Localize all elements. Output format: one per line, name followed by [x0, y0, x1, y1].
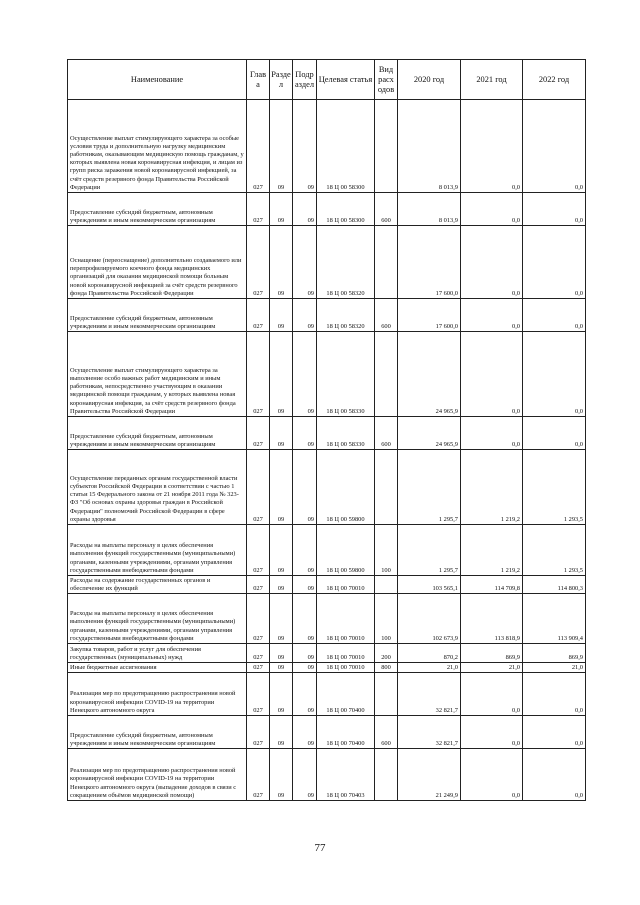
- row-section: 09: [270, 332, 293, 417]
- row-section: 09: [270, 644, 293, 663]
- row-section: 09: [270, 673, 293, 716]
- table-row: [68, 716, 586, 749]
- row-name: Предоставление субсидий бюджетным, автономным учреждениям и иным некоммерческим организациям: [68, 716, 247, 749]
- row-expense-type: 200: [375, 644, 398, 663]
- row-name: Осуществление выплат стимулирующего характера за выполнение особо важных работ медицинским и иным работникам, непосредственно участвующим в оказании медицинской помощи гражданам, у которых выявлена новая коронавирусная инфекция, за счёт средств резервного фонда Правительства Российской Федерации: [68, 332, 247, 417]
- table-row: [68, 749, 586, 801]
- row-section: 09: [270, 450, 293, 525]
- row-name: Расходы на содержание государственных органов и обеспечение их функций: [68, 576, 247, 594]
- row-section: 09: [270, 716, 293, 749]
- row-2022: 0,0: [523, 417, 586, 450]
- row-2020: 21 249,9: [398, 749, 461, 801]
- header-2020: 2020 год: [398, 60, 461, 100]
- row-2021: 869,9: [461, 644, 523, 663]
- table-row: [68, 226, 586, 299]
- row-name: Оснащение (переоснащение) дополнительно создаваемого или перепрофилируемого коечного фонда медицинских организаций для оказания медицинской помощи больным новой коронавирусной инфекцией за счёт средств резервного фонда Правительства Российской Федерации: [68, 226, 247, 299]
- row-expense-type: [375, 100, 398, 193]
- header-subsection: Подр аздел: [293, 60, 317, 100]
- row-name: Закупка товаров, работ и услуг для обеспечения государственных (муниципальных) нужд: [68, 644, 247, 663]
- row-2022: 0,0: [523, 226, 586, 299]
- header-2022: 2022 год: [523, 60, 586, 100]
- table-row: [68, 525, 586, 576]
- row-expense-type: [375, 749, 398, 801]
- row-chapter: 027: [247, 716, 270, 749]
- row-target-article: 18 Ц 00 58320: [317, 226, 375, 299]
- row-subsection: 09: [293, 673, 317, 716]
- row-2020: 21,0: [398, 663, 461, 673]
- row-2020: 17 600,0: [398, 299, 461, 332]
- row-2020: 870,2: [398, 644, 461, 663]
- row-2022: 113 909,4: [523, 594, 586, 644]
- table-row: [68, 594, 586, 644]
- row-2022: 0,0: [523, 749, 586, 801]
- row-chapter: 027: [247, 644, 270, 663]
- row-section: 09: [270, 299, 293, 332]
- row-subsection: 09: [293, 749, 317, 801]
- row-2020: 8 013,9: [398, 193, 461, 226]
- row-chapter: 027: [247, 673, 270, 716]
- row-subsection: 09: [293, 226, 317, 299]
- row-2021: 0,0: [461, 716, 523, 749]
- row-expense-type: 100: [375, 594, 398, 644]
- header-target-article: Целевая статья: [317, 60, 375, 100]
- row-target-article: 18 Ц 00 70400: [317, 673, 375, 716]
- row-subsection: 09: [293, 100, 317, 193]
- row-2021: 113 818,9: [461, 594, 523, 644]
- row-2020: 17 600,0: [398, 226, 461, 299]
- row-2021: 0,0: [461, 299, 523, 332]
- row-2021: 0,0: [461, 673, 523, 716]
- row-section: 09: [270, 193, 293, 226]
- row-subsection: 09: [293, 332, 317, 417]
- row-2021: 0,0: [461, 749, 523, 801]
- row-chapter: 027: [247, 332, 270, 417]
- table-row: [68, 663, 586, 673]
- row-name: Предоставление субсидий бюджетным, автономным учреждениям и иным некоммерческим организациям: [68, 193, 247, 226]
- row-subsection: 09: [293, 644, 317, 663]
- row-2021: 0,0: [461, 332, 523, 417]
- row-subsection: 09: [293, 450, 317, 525]
- row-2022: 0,0: [523, 673, 586, 716]
- table-row: [68, 100, 586, 193]
- row-2020: 103 565,1: [398, 576, 461, 594]
- row-expense-type: 600: [375, 299, 398, 332]
- row-name: Осуществление переданных органам государственной власти субъектов Российской Федерации в соответствии с частью 1 статьи 15 Федерального закона от 21 ноября 2011 года № 323-ФЗ "Об основах охраны здоровья граждан в Российской Федерации" полномочий Российской Федерации в сфере охраны здоровья: [68, 450, 247, 525]
- row-2022: 114 800,3: [523, 576, 586, 594]
- row-name: Предоставление субсидий бюджетным, автономным учреждениям и иным некоммерческим организациям: [68, 417, 247, 450]
- page-number: 77: [314, 842, 326, 854]
- row-subsection: 09: [293, 417, 317, 450]
- row-section: 09: [270, 226, 293, 299]
- header-section: Разде л: [270, 60, 293, 100]
- row-2022: 0,0: [523, 716, 586, 749]
- row-expense-type: [375, 332, 398, 417]
- row-name: Реализация мер по предотвращению распространения новой коронавирусной инфекции COVID-19 на территории Ненецкого автономного округа: [68, 673, 247, 716]
- row-expense-type: 600: [375, 193, 398, 226]
- table-row: [68, 417, 586, 450]
- row-2022: 1 293,5: [523, 450, 586, 525]
- row-2020: 24 965,9: [398, 332, 461, 417]
- row-chapter: 027: [247, 450, 270, 525]
- row-expense-type: [375, 576, 398, 594]
- row-chapter: 027: [247, 749, 270, 801]
- table-row: [68, 576, 586, 594]
- row-subsection: 09: [293, 525, 317, 576]
- header-chapter: Глав а: [247, 60, 270, 100]
- row-2022: 21,0: [523, 663, 586, 673]
- row-target-article: 18 Ц 00 59800: [317, 450, 375, 525]
- row-expense-type: 800: [375, 663, 398, 673]
- row-2020: 24 965,9: [398, 417, 461, 450]
- row-2022: 0,0: [523, 332, 586, 417]
- row-chapter: 027: [247, 100, 270, 193]
- row-expense-type: 100: [375, 525, 398, 576]
- row-chapter: 027: [247, 576, 270, 594]
- row-target-article: 18 Ц 00 58300: [317, 100, 375, 193]
- row-target-article: 18 Ц 00 70010: [317, 644, 375, 663]
- table-row: [68, 673, 586, 716]
- table-row: [68, 193, 586, 226]
- row-2021: 1 219,2: [461, 525, 523, 576]
- row-2021: 21,0: [461, 663, 523, 673]
- row-name: Расходы на выплаты персоналу в целях обеспечения выполнения функций государственными (муниципальными) органами, казенными учреждениями, органами управления государственными внебюджетными фондами: [68, 525, 247, 576]
- row-target-article: 18 Ц 00 70010: [317, 576, 375, 594]
- header-2021: 2021 год: [461, 60, 523, 100]
- row-2020: 32 821,7: [398, 716, 461, 749]
- row-2021: 0,0: [461, 100, 523, 193]
- row-subsection: 09: [293, 193, 317, 226]
- row-subsection: 09: [293, 663, 317, 673]
- row-subsection: 09: [293, 299, 317, 332]
- row-chapter: 027: [247, 226, 270, 299]
- row-target-article: 18 Ц 00 58320: [317, 299, 375, 332]
- row-expense-type: [375, 673, 398, 716]
- row-2020: 32 821,7: [398, 673, 461, 716]
- row-target-article: 18 Ц 00 58330: [317, 332, 375, 417]
- table-row: [68, 299, 586, 332]
- row-section: 09: [270, 525, 293, 576]
- row-chapter: 027: [247, 193, 270, 226]
- budget-table: [67, 59, 586, 801]
- row-2022: 0,0: [523, 100, 586, 193]
- table-row: [68, 644, 586, 663]
- row-2020: 1 295,7: [398, 525, 461, 576]
- row-target-article: 18 Ц 00 59800: [317, 525, 375, 576]
- row-name: Осуществление выплат стимулирующего характера за особые условия труда и дополнительную нагрузку медицинским работникам, оказывающим медицинскую помощь гражданам, у которых выявлена новая коронавирусная инфекция, и лицам из групп риска заражения новой коронавирусной инфекцией, за счёт средств резервного фонда Правительства Российской Федерации: [68, 100, 247, 193]
- table-row: [68, 450, 586, 525]
- row-2022: 1 293,5: [523, 525, 586, 576]
- row-2020: 8 013,9: [398, 100, 461, 193]
- row-2021: 0,0: [461, 226, 523, 299]
- row-2021: 0,0: [461, 193, 523, 226]
- row-2022: 869,9: [523, 644, 586, 663]
- table-header-row: [68, 60, 586, 100]
- row-2020: 1 295,7: [398, 450, 461, 525]
- row-expense-type: [375, 450, 398, 525]
- row-subsection: 09: [293, 576, 317, 594]
- row-subsection: 09: [293, 594, 317, 644]
- table-body: [68, 100, 586, 801]
- row-section: 09: [270, 576, 293, 594]
- row-section: 09: [270, 749, 293, 801]
- row-2022: 0,0: [523, 299, 586, 332]
- row-target-article: 18 Ц 00 70010: [317, 594, 375, 644]
- row-chapter: 027: [247, 299, 270, 332]
- row-section: 09: [270, 594, 293, 644]
- row-target-article: 18 Ц 00 58300: [317, 193, 375, 226]
- row-2022: 0,0: [523, 193, 586, 226]
- row-2020: 102 673,9: [398, 594, 461, 644]
- row-chapter: 027: [247, 417, 270, 450]
- row-expense-type: 600: [375, 417, 398, 450]
- table-row: [68, 332, 586, 417]
- row-section: 09: [270, 100, 293, 193]
- row-target-article: 18 Ц 00 58330: [317, 417, 375, 450]
- row-expense-type: 600: [375, 716, 398, 749]
- row-target-article: 18 Ц 00 70403: [317, 749, 375, 801]
- row-chapter: 027: [247, 525, 270, 576]
- row-2021: 114 709,8: [461, 576, 523, 594]
- row-2021: 0,0: [461, 417, 523, 450]
- header-expense-type: Вид расх одов: [375, 60, 398, 100]
- row-section: 09: [270, 663, 293, 673]
- row-target-article: 18 Ц 00 70010: [317, 663, 375, 673]
- row-name: Расходы на выплаты персоналу в целях обеспечения выполнения функций государственными (муниципальными) органами, казенными учреждениями, органами управления государственными внебюджетными фондами: [68, 594, 247, 644]
- row-2021: 1 219,2: [461, 450, 523, 525]
- row-section: 09: [270, 417, 293, 450]
- row-chapter: 027: [247, 663, 270, 673]
- row-subsection: 09: [293, 716, 317, 749]
- row-target-article: 18 Ц 00 70400: [317, 716, 375, 749]
- row-expense-type: [375, 226, 398, 299]
- row-name: Иные бюджетные ассигнования: [68, 663, 247, 673]
- row-name: Реализация мер по предотвращению распространения новой коронавирусной инфекции COVID-19 на территории Ненецкого автономного округа (выпадение доходов в связи с сокращением объёмов медицинской помощи): [68, 749, 247, 801]
- row-chapter: 027: [247, 594, 270, 644]
- header-name: Наименование: [68, 60, 247, 100]
- row-name: Предоставление субсидий бюджетным, автономным учреждениям и иным некоммерческим организациям: [68, 299, 247, 332]
